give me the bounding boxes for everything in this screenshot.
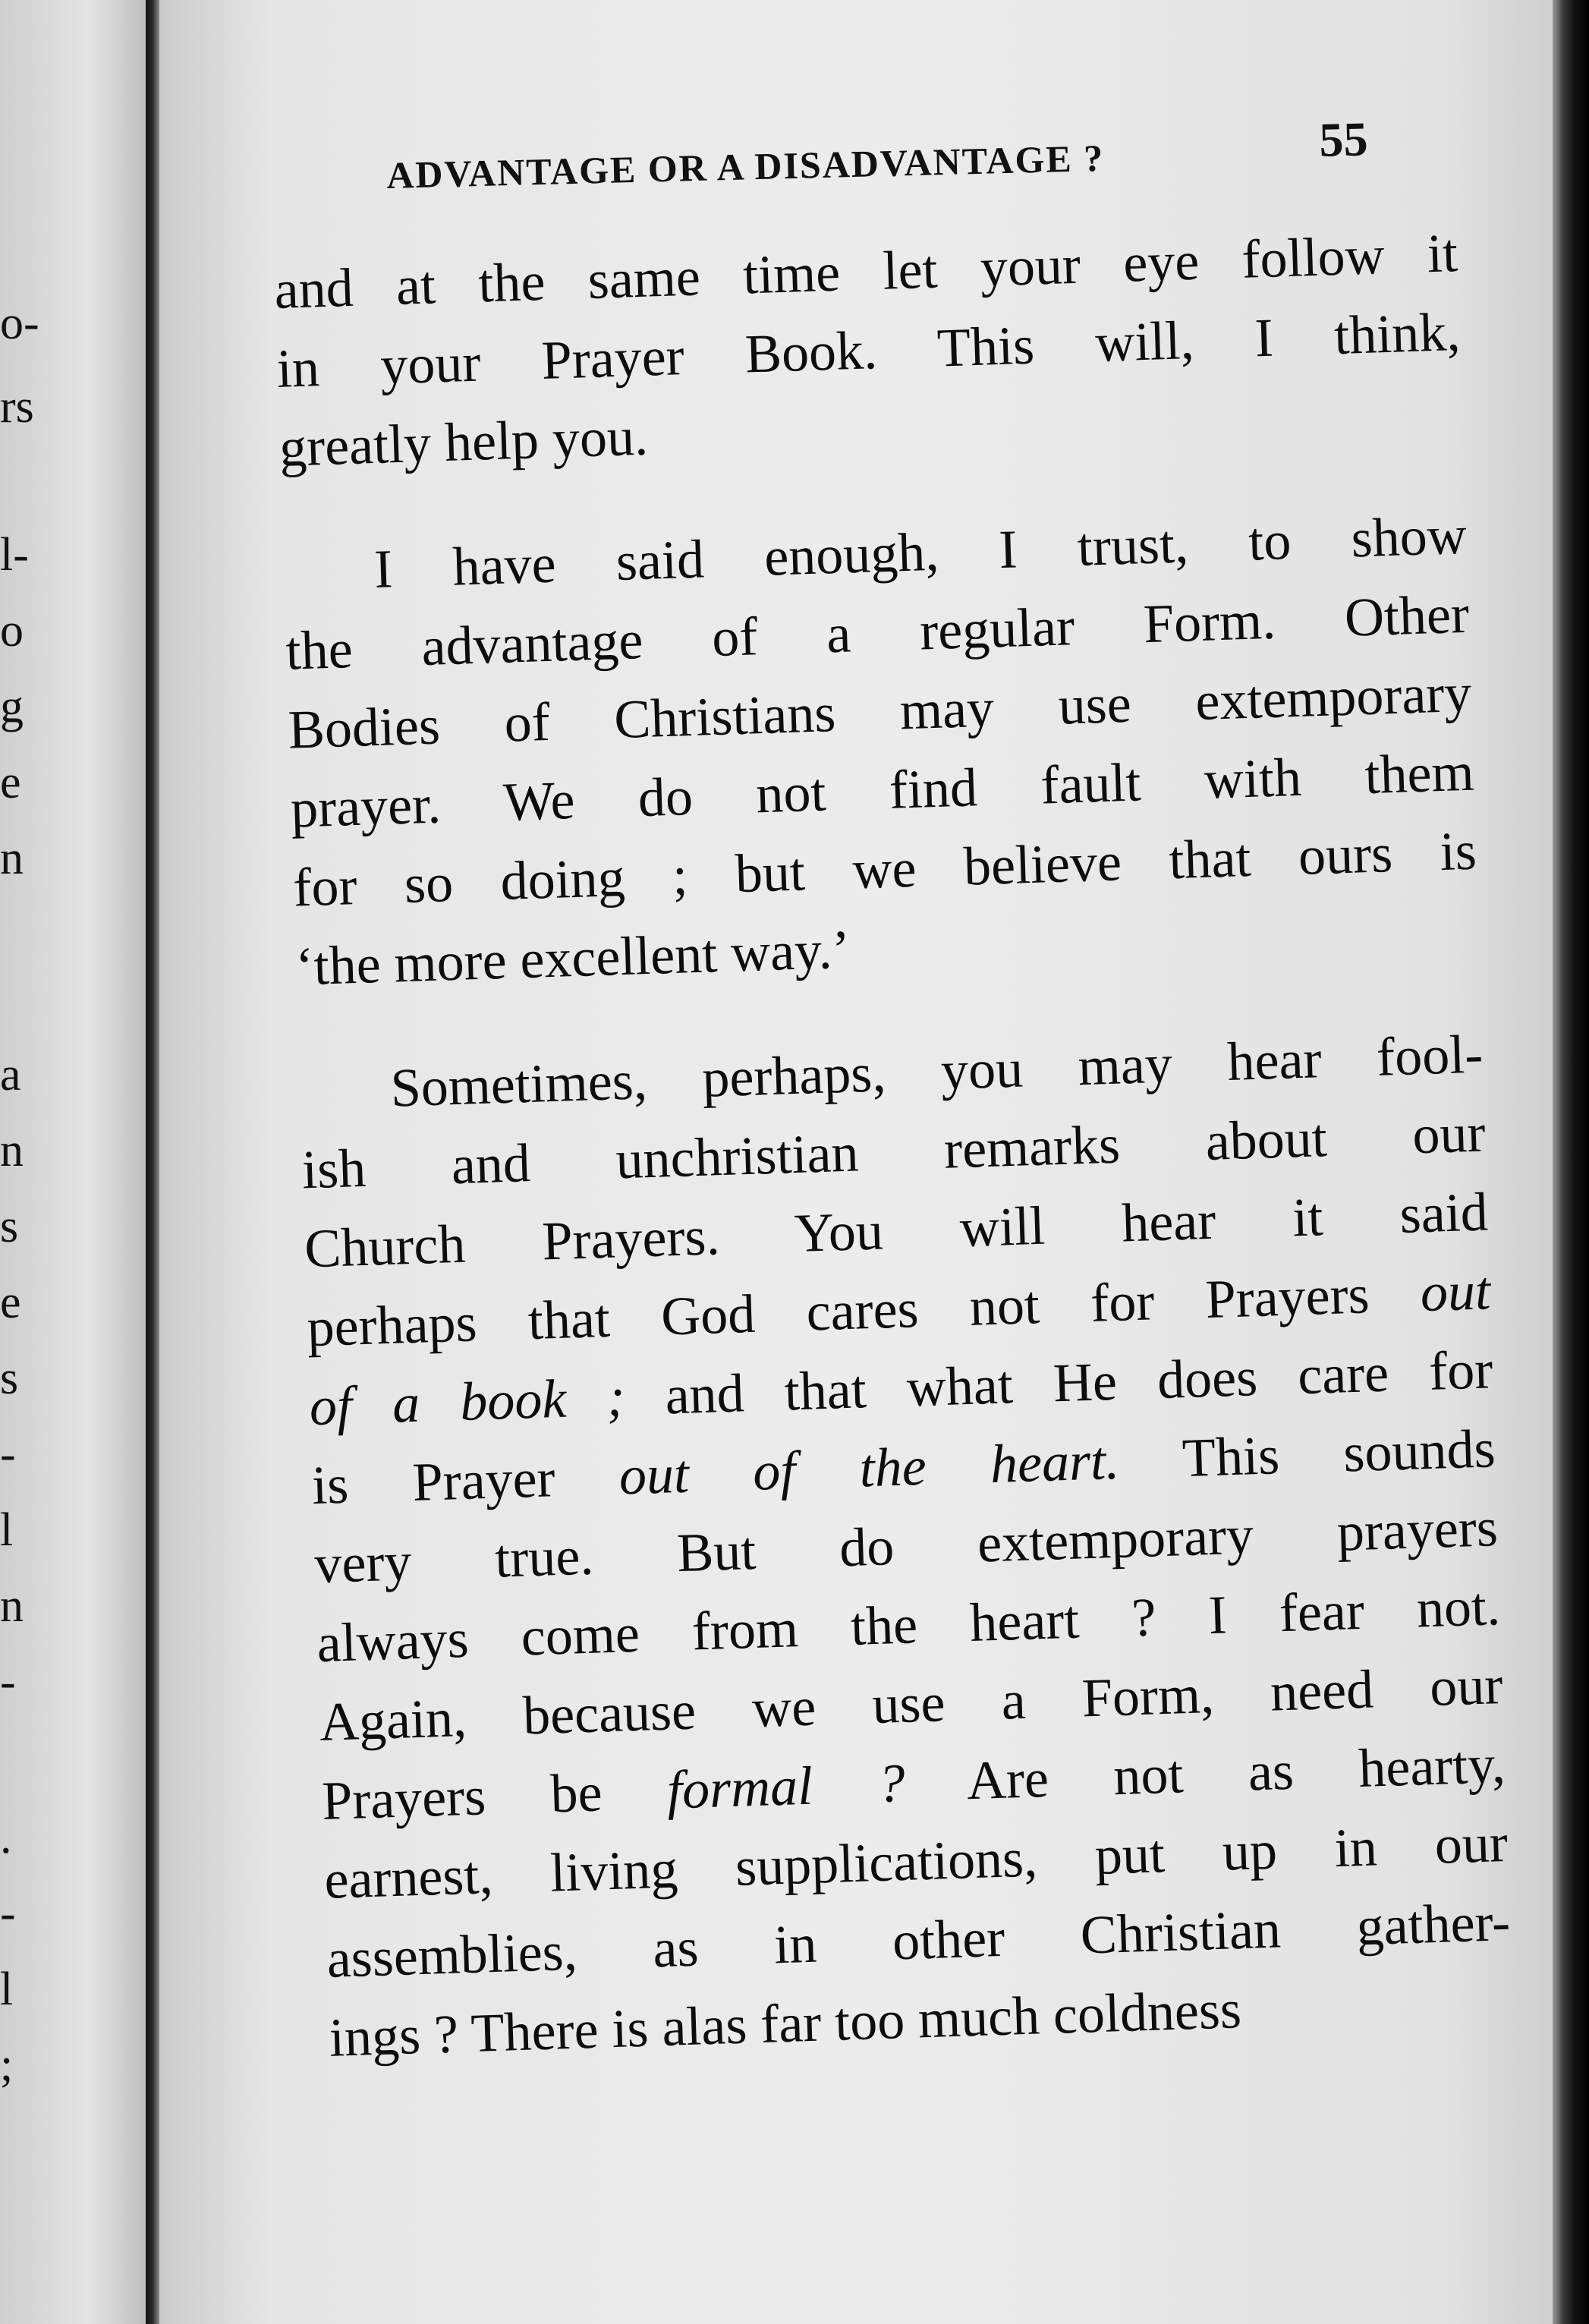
text-run: Sometimes, perhaps, you may hear fool- — [389, 1023, 1484, 1119]
text-run: perhaps that God cares not for Prayers — [306, 1262, 1422, 1359]
left-page-fragment: rs — [0, 381, 34, 433]
text-run: and that what He does care for — [624, 1339, 1494, 1428]
text-run: Again, because we use a Form, need our — [318, 1655, 1504, 1753]
italic-text: of a book ; — [308, 1366, 626, 1438]
left-page-fragment: e — [0, 1277, 21, 1328]
text-run: Bodies of Christians may use extemporary — [287, 662, 1473, 760]
text-run: I have said enough, I trust, to show — [373, 504, 1468, 600]
page-stack-edge — [1553, 0, 1589, 2324]
text-run: the advantage of a regular Form. Other — [285, 583, 1471, 682]
text-run: ish and unchristian remarks about our — [300, 1102, 1487, 1201]
text-run: is Prayer — [310, 1445, 621, 1516]
book-gutter — [146, 0, 159, 2324]
text-run: always come from the heart ? I fear not. — [316, 1576, 1502, 1674]
left-page-fragment: ; — [0, 2039, 14, 2091]
text-run: greatly help you. — [278, 405, 650, 478]
italic-text: out of the heart. — [618, 1429, 1121, 1507]
left-page-fragment: n — [0, 1580, 24, 1632]
page-number: 55 — [1318, 112, 1369, 167]
left-page-fragment: o — [0, 605, 24, 657]
left-page-fragment: s — [0, 1353, 19, 1404]
text-run: ings ? There is alas far too much coldness — [328, 1979, 1243, 2068]
left-page-fragment: g — [0, 681, 24, 732]
left-page-fragment: l — [0, 1963, 14, 2015]
left-page-fragment: a — [0, 1049, 21, 1101]
text-run: Prayers be — [320, 1759, 669, 1831]
italic-text: out — [1419, 1260, 1492, 1324]
text-run: very true. But do extemporary prayers — [313, 1497, 1499, 1595]
left-page-fragment: - — [0, 1888, 16, 1939]
text-run: earnest, living supplications, put up in our — [323, 1812, 1509, 1910]
left-page-fragment: . — [0, 1812, 12, 1863]
left-page-fragment: l — [0, 1504, 14, 1556]
text-run: and at the same time let your eye follow it — [273, 222, 1459, 320]
left-page-text-fragments — [0, 0, 46, 2324]
left-page-fragment: s — [0, 1201, 19, 1252]
text-run: This sounds — [1118, 1418, 1496, 1491]
left-page-fragment: o- — [0, 298, 39, 349]
text-run: Are not as hearty, — [904, 1734, 1506, 1813]
text-run: prayer. We do not find fault with them — [289, 741, 1475, 839]
text-run: assemblies, as in other Christian gather- — [326, 1891, 1512, 1989]
running-title: ADVANTAGE OR A DISADVANTAGE ? — [385, 136, 1105, 197]
left-page-fragment: - — [0, 1428, 16, 1480]
text-run: Church Prayers. You will hear it said — [304, 1181, 1489, 1280]
text-run: in your Prayer Book. This will, I think, — [275, 301, 1462, 399]
left-page-fragment: n — [0, 1125, 24, 1176]
left-page-fragment: l- — [0, 529, 29, 581]
body-text — [273, 213, 1514, 2077]
left-page-fragment: - — [0, 1656, 16, 1708]
italic-text: formal ? — [665, 1752, 906, 1821]
left-page-fragment: n — [0, 833, 24, 884]
text-run: for so doing ; but we believe that ours is — [292, 820, 1477, 918]
text-run: ‘the more excellent way.’ — [294, 918, 851, 997]
left-page-fragment: e — [0, 757, 21, 808]
